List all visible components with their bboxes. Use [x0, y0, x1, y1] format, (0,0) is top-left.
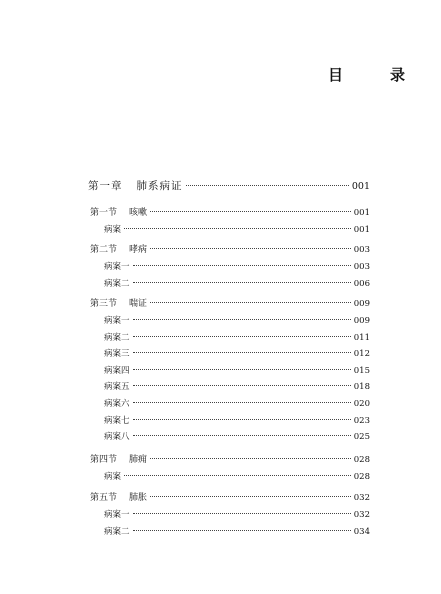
- entry-title: 病案三: [104, 349, 130, 360]
- leader-dots: [133, 513, 351, 514]
- entry-title: 病案二: [104, 526, 130, 537]
- leader-dots: [133, 265, 351, 266]
- entry-page-number: 023: [353, 415, 370, 426]
- section-entry[interactable]: [0, 296, 441, 309]
- entry-page-number: 018: [353, 382, 370, 393]
- case-entry[interactable]: [0, 347, 441, 359]
- entry-label: [104, 277, 130, 289]
- page-title: 目 录: [328, 66, 422, 84]
- entry-label: [104, 347, 130, 359]
- entry-number: 第三节: [90, 299, 118, 309]
- leader-dots: [150, 496, 351, 497]
- leader-dots: [150, 211, 351, 212]
- entry-number: 第二节: [90, 245, 118, 255]
- case-entry[interactable]: [0, 314, 441, 326]
- case-entry[interactable]: [0, 260, 441, 272]
- case-entry[interactable]: [0, 380, 441, 392]
- entry-label: [104, 430, 130, 442]
- leader-dots: [124, 475, 351, 476]
- entry-label: [104, 525, 130, 537]
- leader-dots: [186, 185, 349, 186]
- entry-label: [104, 364, 130, 376]
- leader-dots: [124, 228, 351, 229]
- entry-title: 病案: [104, 225, 122, 235]
- entry-label: [104, 470, 121, 482]
- entry-number: 第一节: [90, 208, 118, 218]
- entry-label: [90, 490, 147, 503]
- leader-dots: [133, 352, 351, 353]
- entry-number: 第一章: [88, 180, 123, 192]
- entry-page-number: 034: [353, 526, 370, 537]
- case-entry[interactable]: [0, 277, 441, 289]
- leader-dots: [150, 458, 351, 459]
- section-entry[interactable]: [0, 452, 441, 465]
- entry-title: 病案七: [104, 415, 130, 426]
- entry-label: [90, 205, 147, 218]
- case-entry[interactable]: [0, 414, 441, 426]
- section-entry[interactable]: [0, 242, 441, 255]
- leader-dots: [150, 248, 351, 249]
- leader-dots: [133, 336, 351, 337]
- entry-label: [104, 414, 130, 426]
- entry-label: [104, 380, 130, 392]
- entry-title: 肺系病证: [136, 180, 183, 192]
- entry-label: [104, 223, 121, 235]
- entry-page-number: 003: [353, 245, 370, 255]
- entry-page-number: 011: [353, 332, 370, 343]
- entry-page-number: 001: [353, 225, 370, 235]
- case-entry[interactable]: [0, 508, 441, 520]
- entry-title: 病案二: [104, 278, 130, 289]
- entry-page-number: 006: [353, 278, 370, 289]
- entry-title: 病案: [104, 472, 122, 482]
- leader-dots: [133, 369, 351, 370]
- leader-dots: [133, 530, 351, 531]
- entry-label: [90, 452, 147, 465]
- entry-title: 哮病: [129, 245, 148, 255]
- entry-label: [88, 178, 183, 193]
- entry-title: 咳嗽: [129, 208, 148, 218]
- leader-dots: [133, 435, 351, 436]
- entry-title: 病案一: [104, 262, 130, 272]
- entry-page-number: 009: [353, 299, 370, 309]
- entry-label: [104, 331, 130, 343]
- leader-dots: [150, 302, 351, 303]
- entry-title: 病案二: [104, 332, 130, 343]
- entry-label: [104, 508, 130, 520]
- entry-page-number: 032: [353, 510, 370, 520]
- entry-number: 第五节: [90, 493, 118, 503]
- entry-page-number: 001: [353, 208, 370, 218]
- entry-page-number: 028: [353, 472, 370, 482]
- entry-title: 病案六: [104, 399, 130, 409]
- entry-page-number: 015: [353, 365, 370, 376]
- leader-dots: [133, 319, 351, 320]
- entry-label: [90, 242, 147, 255]
- entry-page-number: 001: [351, 181, 370, 192]
- case-entry[interactable]: [0, 223, 441, 235]
- entry-title: 肺痈: [129, 455, 148, 465]
- leader-dots: [133, 385, 351, 386]
- entry-page-number: 032: [353, 493, 370, 503]
- entry-page-number: 020: [353, 399, 370, 409]
- leader-dots: [133, 282, 351, 283]
- entry-page-number: 025: [353, 432, 370, 443]
- case-entry[interactable]: [0, 364, 441, 376]
- entry-label: [90, 296, 147, 309]
- entry-title: 喘证: [129, 299, 148, 309]
- section-entry[interactable]: [0, 490, 441, 503]
- leader-dots: [133, 419, 351, 420]
- case-entry[interactable]: [0, 397, 441, 409]
- entry-title: 病案八: [104, 432, 130, 443]
- case-entry[interactable]: [0, 470, 441, 482]
- chapter-entry[interactable]: [0, 178, 441, 193]
- entry-page-number: 012: [353, 349, 370, 360]
- entry-page-number: 028: [353, 455, 370, 465]
- entry-title: 病案五: [104, 382, 130, 393]
- entry-title: 病案一: [104, 316, 130, 326]
- section-entry[interactable]: [0, 205, 441, 218]
- entry-title: 病案四: [104, 365, 130, 376]
- entry-number: 第四节: [90, 455, 118, 465]
- entry-label: [104, 397, 130, 409]
- entry-title: 病案一: [104, 510, 130, 520]
- leader-dots: [133, 402, 351, 403]
- entry-page-number: 003: [353, 262, 370, 272]
- entry-title: 肺胀: [129, 493, 148, 503]
- case-entry[interactable]: [0, 525, 441, 537]
- entry-label: [104, 260, 130, 272]
- entry-page-number: 009: [353, 316, 370, 326]
- entry-label: [104, 314, 130, 326]
- case-entry[interactable]: [0, 430, 441, 442]
- case-entry[interactable]: [0, 331, 441, 343]
